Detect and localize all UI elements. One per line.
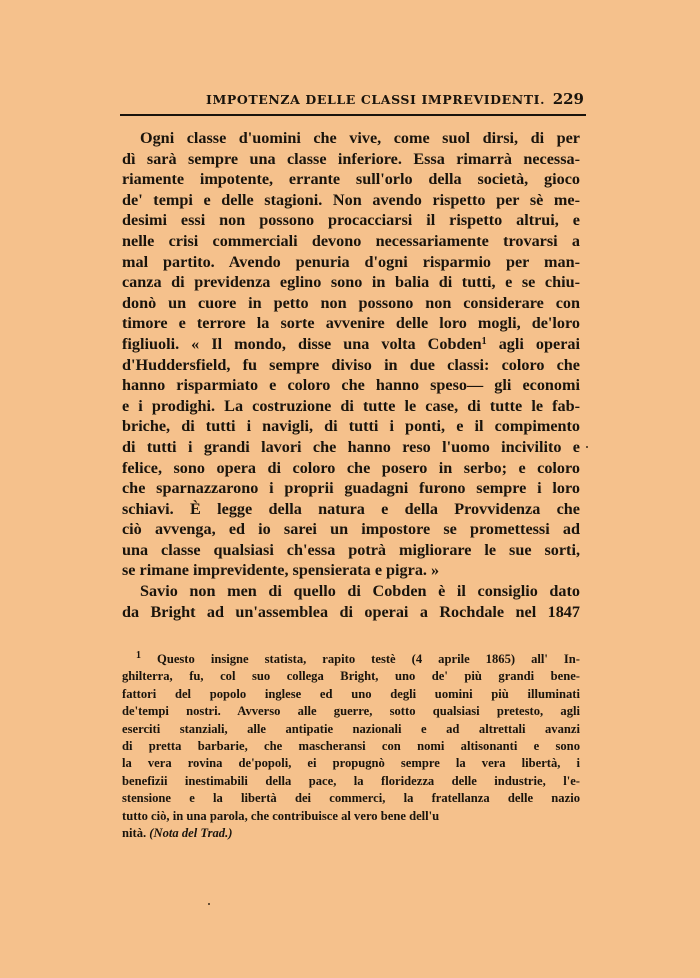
text-line: Ogni classe d'uomini che vive, come suol dirsi, di per xyxy=(140,129,580,147)
footnote-line: ghilterra, fu, col suo collega Bright, uno de' più grandi bene- xyxy=(122,669,580,684)
main-text xyxy=(122,128,580,622)
translator-note: (Nota del Trad.) xyxy=(149,826,233,841)
text-segment: agli operai xyxy=(486,334,580,353)
running-header xyxy=(206,92,584,107)
text-segment: nità. xyxy=(122,826,150,841)
text-line: mal partito. Avendo penuria d'ogni risparmio per man- xyxy=(122,252,580,271)
text-line: hanno risparmiato e coloro che hanno speso— gli economi xyxy=(122,376,580,395)
text-line: ciò avvenga, ed io sarei un impostore se promettessi ad xyxy=(122,520,580,539)
footnote-line: stensione e la libertà dei commerci, la fratellanza delle nazio xyxy=(122,791,580,806)
text-line: se rimane imprevidente, spensierata e pigra. » xyxy=(122,561,440,580)
footnote-line: tutto ciò, in una parola, che contribuisce al vero bene dell'u xyxy=(122,808,440,823)
footnote-line: eserciti stanziali, alle antipatie nazionali e ad altrettali avanzi xyxy=(122,721,580,736)
running-title: IMPOTENZA DELLE CLASSI IMPREVIDENTI. xyxy=(206,92,546,107)
text-line: dì sarà sempre una classe inferiore. Essa rimarrà necessa- xyxy=(122,149,580,168)
footnote-line: la vera rovina de'popoli, ei propugnò sempre la vera libertà, i xyxy=(122,756,580,771)
text-line: timore e terrore la sorte avvenire delle loro mogli, de'loro xyxy=(122,314,580,333)
footnote-line: fattori del popolo inglese ed uno degli uomini più illuminati xyxy=(122,686,580,701)
footnote xyxy=(122,651,580,842)
text-line: nelle crisi commerciali devono necessariamente trovarsi a xyxy=(122,231,580,250)
header-rule xyxy=(120,114,586,116)
text-line: desimi essi non possono procacciarsi il rispetto altrui, e xyxy=(122,211,580,230)
text-line: d'Huddersfield, fu sempre diviso in due classi: coloro che xyxy=(122,355,580,374)
text-line: da Bright ad un'assemblea di operai a Rochdale nel 1847 xyxy=(122,602,580,621)
text-line: riamente impotente, errante sull'orlo della società, gioco xyxy=(122,170,580,189)
text-line: una classe qualsiasi ch'essa potrà migliorare le sue sorti, xyxy=(122,540,580,559)
text-line: donò un cuore in petto non possono non considerare con xyxy=(122,293,580,312)
text-line: Savio non men di quello di Cobden è il consiglio dato xyxy=(140,582,580,601)
paper-speck xyxy=(586,446,588,448)
footnote-line: benefizii inestimabili della pace, la floridezza delle industrie, l'e- xyxy=(122,773,580,788)
text-line: di tutti i grandi lavori che hanno reso l'uomo incivilito e xyxy=(122,437,580,456)
text-segment: figliuoli. « Il mondo, disse una volta Cobden xyxy=(122,334,482,353)
text-segment: Questo insigne statista, rapito testè (4 aprile 1865) all' In- xyxy=(141,652,580,666)
page-number: 229 xyxy=(552,90,584,108)
footnote-line: di pretta barbarie, che mascheransi con nomi altisonanti e sono xyxy=(122,739,580,754)
text-line: de' tempi e delle stagioni. Non avendo rispetto per sè me- xyxy=(122,190,580,209)
text-line-with-footnote-ref xyxy=(122,334,580,355)
text-line: felice, sono opera di coloro che posero in serbo; e coloro xyxy=(122,458,580,477)
text-line: briche, di tutti i navigli, di tutti i ponti, e il compimento xyxy=(122,417,580,436)
text-line: che sparnazzarono i proprii guadagni furono sempre i loro xyxy=(122,479,580,498)
footnote-line xyxy=(122,825,580,842)
text-line: e i prodighi. La costruzione di tutte le case, di tutte le fab- xyxy=(122,396,580,415)
footnote-marker: 1 xyxy=(136,650,141,661)
text-line: canza di previdenza eglino sono in balia di tutti, e se chiu- xyxy=(122,273,580,292)
footnote-reference[interactable]: 1 xyxy=(481,335,487,347)
footnote-line xyxy=(122,651,580,668)
text-line: schiavi. È legge della natura e della Provvidenza che xyxy=(122,499,580,518)
paper-speck xyxy=(208,903,210,905)
footnote-line: de'tempi nostri. Avverso alle guerre, sotto qualsiasi pretesto, agli xyxy=(122,704,580,719)
